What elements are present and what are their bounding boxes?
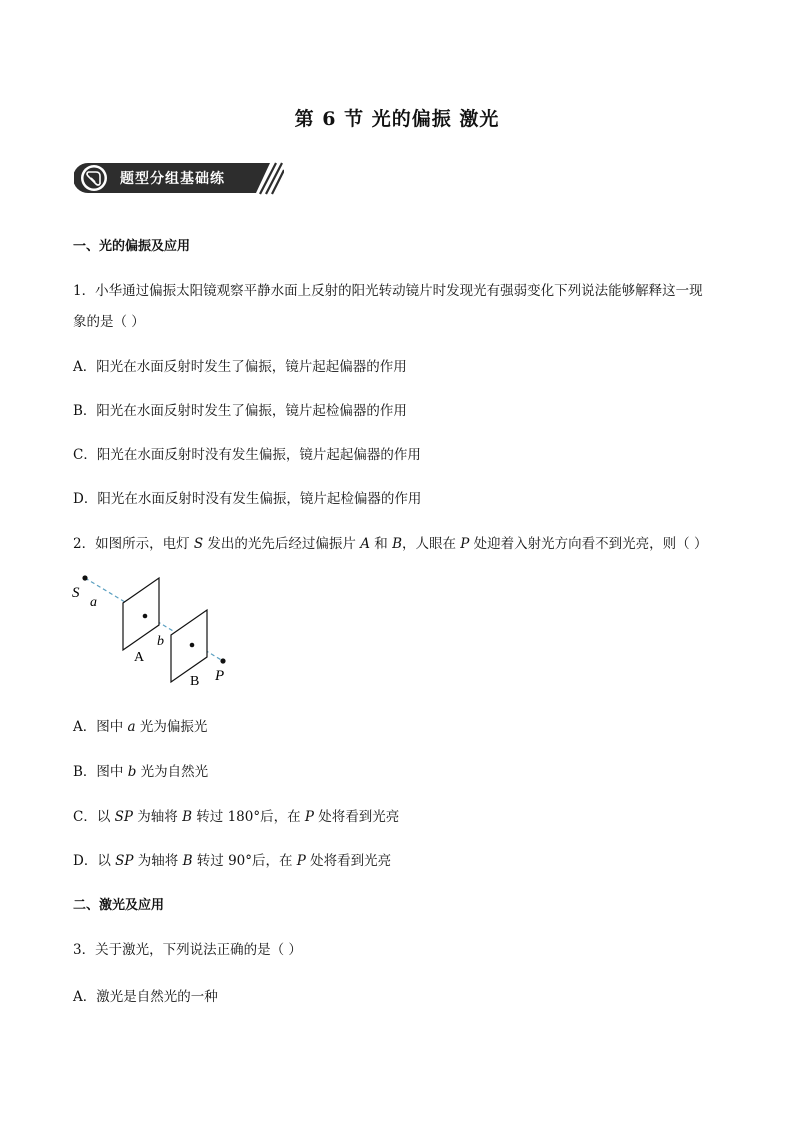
banner-label: 题型分组基础练: [120, 171, 225, 187]
label-p: P: [215, 668, 225, 684]
question-1-stem: 1．小华通过偏振太阳镜观察平静水面上反射的阳光转动镜片时发现光有强弱变化下列说法能够解释这一现: [73, 283, 703, 299]
question-1-stem-cont: 象的是（ ）: [73, 314, 145, 330]
q2-option-d: D．以 SP 为轴将 B 转过 90°后，在 P 处将看到光亮: [73, 853, 392, 869]
label-polarizer-a: A: [134, 650, 145, 665]
question-3-stem: 3．关于激光，下列说法正确的是（ ）: [73, 942, 302, 958]
label-a-ray: a: [90, 595, 97, 610]
polarizer-b: [171, 610, 207, 682]
page-title: 第 6 节 光的偏振 激光: [294, 108, 500, 130]
q1-option-b: B．阳光在水面反射时发生了偏振，镜片起检偏器的作用: [73, 403, 407, 419]
q1-option-c: C．阳光在水面反射时没有发生偏振，镜片起起偏器的作用: [73, 447, 421, 463]
label-b-ray: b: [157, 634, 164, 649]
q1-option-a: A．阳光在水面反射时发生了偏振，镜片起起偏器的作用: [73, 359, 407, 375]
section-heading: 二、激光及应用: [73, 898, 165, 913]
label-s: S: [72, 585, 80, 601]
eye-point: [220, 658, 225, 663]
polarizer-diagram: [68, 570, 243, 695]
q2-option-b: B．图中 b 光为自然光: [73, 764, 209, 780]
section-heading: 一、光的偏振及应用: [73, 239, 191, 254]
q2-option-c: C．以 SP 为轴将 B 转过 180°后，在 P 处将看到光亮: [73, 809, 400, 825]
label-polarizer-b: B: [190, 674, 200, 689]
polarizer-a: [123, 578, 159, 650]
q2-option-a: A．图中 a 光为偏振光: [73, 719, 208, 735]
q1-option-d: D．阳光在水面反射时没有发生偏振，镜片起检偏器的作用: [73, 491, 422, 507]
q3-option-a: A．激光是自然光的一种: [73, 989, 218, 1005]
lamp-point: [82, 575, 87, 580]
question-2-stem: 2．如图所示，电灯 S 发出的光先后经过偏振片 A 和 B，人眼在 P 处迎着入射光方向看不到光亮，则（ ）: [73, 536, 708, 552]
